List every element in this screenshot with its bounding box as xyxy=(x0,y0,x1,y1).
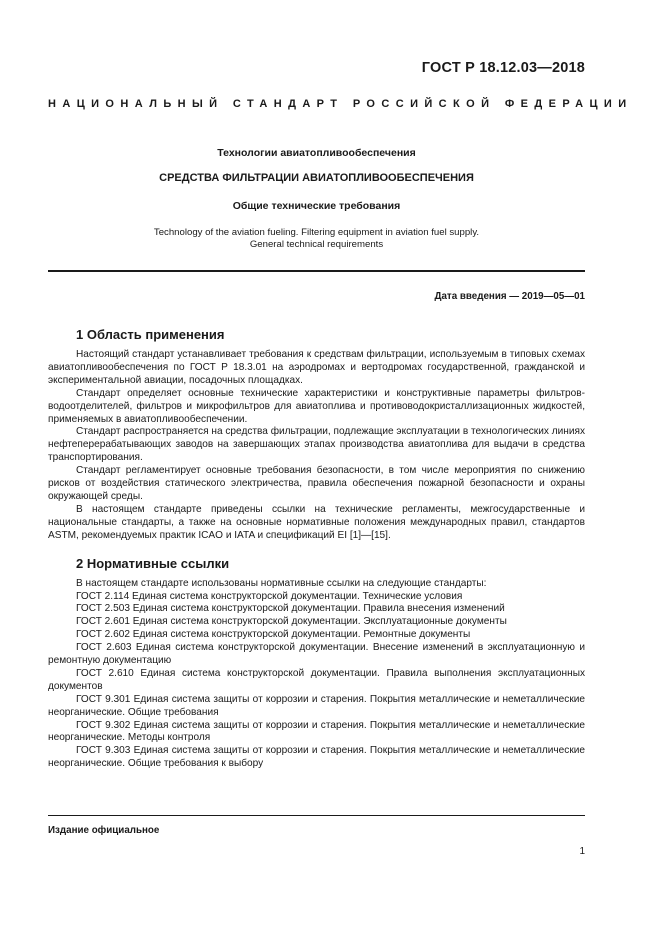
normative-reference: ГОСТ 2.114 Единая система конструкторской документации. Технические условия xyxy=(76,590,463,602)
gost-code: ГОСТ Р 18.12.03—2018 xyxy=(421,60,585,76)
section1-paragraph: В настоящем стандарте приведены ссылки на технические регламенты, межгосударственные и национальные стандарты, а также на основные нормативные положения международных правил, стандартов ASTM, рекомендуемых практик ICAO и IATA и спецификаций EI [1]—[15]. xyxy=(48,503,585,541)
english-title xyxy=(48,227,585,251)
english-title-line1: Technology of the aviation fueling. Filtering equipment in aviation fuel supply. xyxy=(153,227,480,238)
section2-heading: 2 Нормативные ссылки xyxy=(76,555,230,571)
normative-reference: ГОСТ 9.301 Единая система защиты от коррозии и старения. Покрытия металлические и неметаллические неорганические. Общие требования xyxy=(48,693,585,718)
normative-reference: ГОСТ 2.610 Единая система конструкторской документации. Правила выполнения эксплуатационных документов xyxy=(48,667,585,692)
title-divider xyxy=(48,270,585,272)
section2-intro: В настоящем стандарте использованы нормативные ссылки на следующие стандарты: xyxy=(76,577,487,589)
title-line1: Технологии авиатопливообеспечения xyxy=(217,147,416,159)
normative-reference: ГОСТ 2.602 Единая система конструкторской документации. Ремонтные документы xyxy=(76,629,471,641)
document-title: СРЕДСТВА ФИЛЬТРАЦИИ АВИАТОПЛИВООБЕСПЕЧЕНИЯ xyxy=(159,172,474,184)
section1-paragraph: Настоящий стандарт устанавливает требования к средствам фильтрации, используемым в типовых схемах авиатопливообеспечения по ГОСТ Р 18.3.01 на аэродромах и вертодромах государственной, гражданской и экспериментальной авиации, посадочных площадках. xyxy=(48,349,585,386)
english-title-line2: General technical requirements xyxy=(249,239,384,250)
normative-reference: ГОСТ 2.601 Единая система конструкторской документации. Эксплуатационные документы xyxy=(76,616,507,628)
official-edition-label: Издание официальное xyxy=(48,825,160,836)
section1-paragraph: Стандарт определяет основные технические характеристики и конструктивные параметры фильтров-водоотделителей, фильтров и микрофильтров для авиатоплива и противоводокристаллизационных жидкостей, применяемых в авиатопливообеспечении. xyxy=(48,387,585,425)
footer-divider xyxy=(48,815,585,816)
normative-reference: ГОСТ 2.603 Единая система конструкторской документации. Внесение изменений в эксплуатационную и ремонтную документацию xyxy=(48,642,585,667)
section1-paragraph: Стандарт регламентирует основные требования безопасности, в том числе мероприятия по снижению рисков от воздействия статического электричества, правила обеспечения пожарной безопасности и охраны окружающей среды. xyxy=(48,465,585,502)
normative-reference: ГОСТ 9.303 Единая система защиты от коррозии и старения. Покрытия металлические и неметаллические неорганические. Общие требования к выбору xyxy=(48,745,585,770)
title-line3: Общие технические требования xyxy=(232,200,401,212)
introduction-date: Дата введения — 2019—05—01 xyxy=(434,291,585,302)
normative-reference: ГОСТ 9.302 Единая система защиты от коррозии и старения. Покрытия металлические и неметаллические неорганические. Методы контроля xyxy=(48,719,585,744)
normative-reference: ГОСТ 2.503 Единая система конструкторской документации. Правила внесения изменений xyxy=(76,603,505,615)
section1-heading: 1 Область применения xyxy=(76,327,225,342)
national-standard-banner: НАЦИОНАЛЬНЫЙ СТАНДАРТ РОССИЙСКОЙ ФЕДЕРАЦИИ xyxy=(48,98,633,110)
page-number: 1 xyxy=(579,846,585,857)
section1-paragraph: Стандарт распространяется на средства фильтрации, подлежащие эксплуатации в технологических линиях нефтеперерабатывающих заводов на завершающих этапах производства авиатоплива для выдачи в средства транспортирования. xyxy=(48,426,585,464)
document-body xyxy=(48,327,585,771)
